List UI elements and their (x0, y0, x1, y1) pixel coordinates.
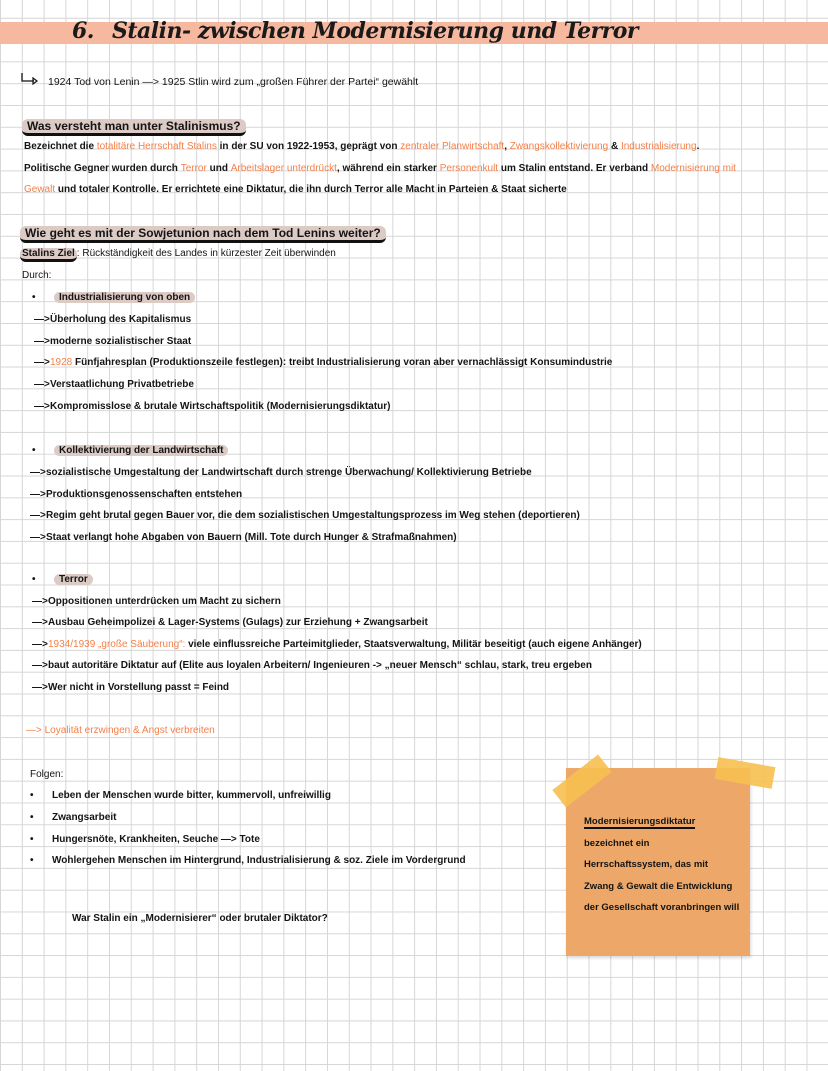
list-item (30, 531, 457, 545)
item-text: Fünfjahresplan (Produktionszeile festlegen): treibt Industrialisierung voran aber vernachlässigt Konsumindustrie (75, 357, 613, 368)
text: Politische Gegner wurden durch (24, 163, 181, 174)
text: um Stalin entstand. Er verband (498, 163, 651, 174)
conclusion-line: —> Loyalität erzwingen & Angst verbreiten (26, 725, 215, 736)
bullet-icon: • (32, 445, 36, 456)
list-item (30, 811, 116, 825)
list-item (34, 378, 194, 392)
text: und totaler Kontrolle. Er errichtete eine Diktatur, die ihn durch Terror alle Macht in Parteien & Staat sicherte (55, 184, 567, 195)
item-text: viele einflussreiche Parteimitglieder, Staatsverwaltung, Militär beseitigt (auch eigene Anhänger) (188, 639, 642, 650)
highlight-term: Zwangskollektivierung (509, 141, 609, 152)
highlight-term: 1928 (50, 357, 73, 368)
list-item (30, 854, 466, 868)
text: . (696, 141, 700, 152)
note-line: Zwang & Gewalt die Entwicklung (584, 881, 733, 892)
bullet-icon: • (30, 834, 34, 845)
arrow-icon: —> (32, 660, 48, 671)
list-item (30, 789, 331, 803)
intro-text: 1924 Tod von Lenin —> 1925 Stlin wird zum „großen Führer der Partei“ gewählt (48, 76, 419, 88)
list-item (34, 335, 191, 349)
text: und (206, 163, 231, 174)
arrow-icon: —> (32, 682, 48, 693)
ziel-text: : Rückständigkeit des Landes in kürzester Zeit überwinden (76, 248, 336, 259)
arrow-icon: —> (30, 510, 46, 521)
arrow-icon: —> (34, 336, 50, 347)
bullet-icon: • (32, 574, 36, 585)
highlight-term: Terror (180, 163, 207, 174)
list-item (30, 488, 242, 502)
highlight-term: Gewalt (24, 184, 56, 195)
bullet-industrialisierung (32, 291, 195, 305)
highlight-term: Modernisierung mit (650, 163, 736, 174)
title-number: 6. (72, 18, 94, 44)
arrow-icon: —> (32, 617, 48, 628)
paragraph-line (24, 140, 699, 154)
heading-sowjetunion (20, 225, 386, 241)
text: Bezeichnet die (24, 141, 97, 152)
bullet-terror (32, 573, 93, 587)
highlight-term: Personenkult (439, 163, 499, 174)
text: in der SU von 1922-1953, geprägt von (216, 141, 401, 152)
list-item (30, 509, 580, 523)
list-item (30, 466, 532, 480)
item-text: moderne sozialistischer Staat (50, 336, 192, 347)
arrow-icon: —> (34, 401, 50, 412)
item-text: Verstaatlichung Privatbetriebe (50, 379, 194, 390)
arrow-icon: —> (32, 596, 48, 607)
item-text: Wohlergehen Menschen im Hintergrund, Industrialisierung & soz. Ziele im Vordergrund (52, 855, 466, 866)
arrow-icon: —> (34, 357, 50, 368)
bullet-kollektivierung (32, 444, 228, 458)
heading-stalinismus (22, 118, 246, 134)
list-item (30, 833, 260, 847)
item-text: Überholung des Kapitalismus (50, 314, 192, 325)
item-text: sozialistische Umgestaltung der Landwirtschaft durch strenge Überwachung/ Kollektivierung Betriebe (46, 467, 532, 478)
item-text: Zwangsarbeit (52, 812, 117, 823)
list-item (34, 313, 191, 327)
text: , während ein starker (336, 163, 440, 174)
bullet-icon: • (30, 790, 34, 801)
bullet-icon: • (30, 855, 34, 866)
item-text: Hungersnöte, Krankheiten, Seuche —> Tote (52, 834, 260, 845)
list-item (32, 659, 592, 673)
note-line: Herrschaftssystem, das mit (584, 859, 709, 870)
heading-text: Wie geht es mit der Sowjetunion nach dem Tod Lenins weiter? (20, 226, 386, 243)
text: , (504, 141, 510, 152)
arrow-icon: —> (30, 532, 46, 543)
item-text: Staat verlangt hohe Abgaben von Bauern (Mill. Tote durch Hunger & Strafmaßnahmen) (46, 532, 457, 543)
question: War Stalin ein „Modernisierer“ oder brutaler Diktator? (72, 913, 328, 924)
list-item (32, 681, 229, 695)
item-text: Leben der Menschen wurde bitter, kummervoll, unfreiwillig (52, 790, 331, 801)
bullet-title: Industrialisierung von oben (54, 292, 195, 303)
paragraph-line (24, 183, 567, 197)
highlight-term: totalitäre Herrschaft Stalins (96, 141, 217, 152)
sticky-note (566, 768, 750, 956)
arrow-icon: —> (34, 314, 50, 325)
title-text: Stalin- zwischen Modernisierung und Terror (111, 18, 639, 44)
arrow-icon: —> (30, 467, 46, 478)
item-text: Produktionsgenossenschaften entstehen (46, 489, 243, 500)
curved-arrow-icon (20, 73, 48, 89)
list-item (34, 356, 612, 370)
arrow-icon: —> (30, 489, 46, 500)
folgen-label: Folgen: (30, 769, 64, 780)
paragraph-line (24, 162, 736, 176)
bullet-icon: • (32, 292, 36, 303)
item-text: Wer nicht in Vorstellung passt = Feind (48, 682, 230, 693)
bullet-title: Terror (54, 574, 93, 585)
bullet-title: Kollektivierung der Landwirtschaft (54, 445, 228, 456)
item-text: Regim geht brutal gegen Bauer vor, die dem sozialistischen Umgestaltungsprozess im Weg stehen (deportieren) (46, 510, 580, 521)
intro-line (20, 73, 418, 89)
arrow-icon: —> (32, 639, 48, 650)
heading-text: Was versteht man unter Stalinismus? (22, 119, 246, 136)
item-text: Ausbau Geheimpolizei & Lager-Systems (Gulags) zur Erziehung + Zwangsarbeit (48, 617, 428, 628)
note-line: der Gesellschaft voranbringen will (584, 902, 740, 913)
note-term: Modernisierungsdiktatur (584, 816, 696, 827)
list-item (32, 595, 281, 609)
bullet-icon: • (30, 812, 34, 823)
durch-label: Durch: (22, 270, 52, 281)
text: & (608, 141, 621, 152)
item-text: Kompromisslose & brutale Wirtschaftspolitik (Modernisierungsdiktatur) (50, 401, 391, 412)
highlight-term: zentraler Planwirtschaft (400, 141, 505, 152)
note-line: bezeichnet ein (584, 838, 650, 849)
list-item (32, 638, 642, 652)
list-item (34, 400, 391, 414)
arrow-icon: —> (34, 379, 50, 390)
item-text: Oppositionen unterdrücken um Macht zu sichern (48, 596, 281, 607)
highlight-term: Industrialisierung (620, 141, 697, 152)
ziel-label: Stalins Ziel (20, 248, 77, 262)
list-item (32, 616, 428, 630)
item-text: baut autoritäre Diktatur auf (Elite aus loyalen Arbeitern/ Ingenieuren -> „neuer Mensch“ schlau, stark, treu ergeben (48, 660, 592, 671)
highlight-term: Arbeitslager unterdrückt (230, 163, 337, 174)
page-title (72, 18, 638, 44)
stalins-ziel-line (20, 247, 336, 261)
highlight-term: 1934/1939 „große Säuberung“: (48, 639, 186, 650)
